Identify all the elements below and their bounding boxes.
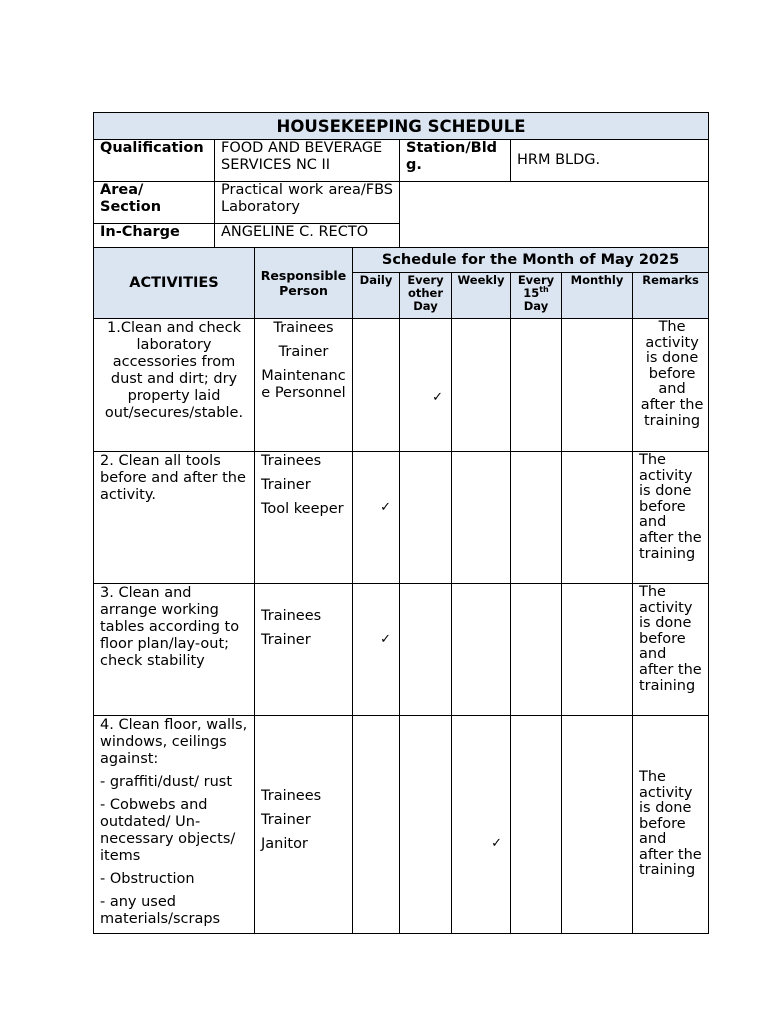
weekly-cell	[452, 716, 511, 934]
activity-text: 2. Clean all tools before and after the activity.	[100, 453, 246, 503]
every-15-text: Every 15	[517, 273, 555, 300]
daily-header: Daily	[353, 273, 400, 319]
responsible-person: Janitor	[261, 836, 308, 852]
responsible-cell	[255, 584, 353, 716]
document-title: HOUSEKEEPING SCHEDULE	[94, 113, 709, 140]
activity-row-3	[94, 584, 709, 716]
activity-row-1	[94, 319, 709, 452]
daily-cell	[353, 319, 400, 452]
check-mark: ✓	[380, 632, 391, 647]
activities-header: ACTIVITIES	[94, 248, 255, 319]
activity-cell	[94, 716, 255, 934]
daily-cell	[353, 452, 400, 584]
responsible-person: Maintenance Personnel	[261, 368, 346, 401]
responsible-person: Trainer	[261, 632, 311, 648]
th-superscript: th	[539, 285, 549, 295]
activity-text: 3. Clean and arrange working tables according to floor plan/lay-out; check stability	[100, 585, 240, 669]
blank-cell	[400, 182, 709, 248]
daily-cell	[353, 584, 400, 716]
every-other-day-cell	[400, 452, 452, 584]
station-label: Station/Bldg.	[400, 140, 511, 182]
activity-text: 1.Clean and check laboratory accessories from dust and dirt; dry property laid out/secures/stable.	[104, 320, 244, 421]
monthly-cell	[562, 452, 633, 584]
responsible-person: Trainer	[261, 477, 311, 493]
every-other-day-header: Every other Day	[400, 273, 452, 319]
every-15th-day-cell	[511, 452, 562, 584]
check-mark: ✓	[380, 500, 391, 515]
activity-cell	[94, 584, 255, 716]
station-value: HRM BLDG.	[511, 140, 709, 182]
activity-cell	[94, 319, 255, 452]
incharge-label: In-Charge	[94, 224, 215, 248]
remarks-header: Remarks	[633, 273, 709, 319]
monthly-cell	[562, 319, 633, 452]
monthly-cell	[562, 716, 633, 934]
weekly-cell	[452, 319, 511, 452]
qualification-label: Qualification	[94, 140, 215, 182]
every-15th-day-cell	[511, 584, 562, 716]
incharge-value: ANGELINE C. RECTO	[215, 224, 400, 248]
responsible-person: Trainer	[278, 344, 329, 360]
monthly-cell	[562, 584, 633, 716]
responsible-person: Trainees	[261, 453, 322, 469]
weekly-header: Weekly	[452, 273, 511, 319]
responsible-cell	[255, 716, 353, 934]
area-label: Area/ Section	[94, 182, 215, 224]
responsible-cell	[255, 319, 353, 452]
daily-cell	[353, 716, 400, 934]
responsible-person: Trainees	[261, 608, 322, 624]
qualification-row	[94, 140, 709, 182]
weekly-cell	[452, 584, 511, 716]
schedule-document	[93, 112, 708, 934]
responsible-person: Trainer	[261, 812, 311, 828]
activity-bullet: - Cobwebs and outdated/ Un-necessary objects/ items	[100, 797, 236, 864]
every-15th-day-cell	[511, 716, 562, 934]
area-value: Practical work area/FBS Laboratory	[215, 182, 400, 224]
check-mark: ✓	[491, 836, 502, 851]
housekeeping-schedule-table	[93, 112, 709, 934]
remarks-cell: The activity is done before and after the training	[633, 319, 709, 452]
every-other-day-cell	[400, 716, 452, 934]
responsible-person: Trainees	[261, 788, 322, 804]
column-header-row-1	[94, 248, 709, 273]
activity-bullet: - any used materials/scraps	[100, 894, 221, 927]
responsible-person: Tool keeper	[261, 501, 344, 517]
activity-row-2	[94, 452, 709, 584]
weekly-cell	[452, 452, 511, 584]
activity-text: 4. Clean floor, walls, windows, ceilings against:	[100, 717, 248, 767]
responsible-cell	[255, 452, 353, 584]
every-other-day-cell	[400, 584, 452, 716]
qualification-value: FOOD AND BEVERAGE SERVICES NC II	[215, 140, 400, 182]
activity-row-4	[94, 716, 709, 934]
check-mark: ✓	[432, 390, 443, 405]
activity-bullet: - Obstruction	[100, 871, 195, 887]
every-other-day-cell	[400, 319, 452, 452]
area-row	[94, 182, 709, 224]
day-text: Day	[523, 299, 549, 313]
activity-bullet: - graffiti/dust/ rust	[100, 774, 233, 790]
remarks-cell: The activity is done before and after the training	[633, 584, 709, 716]
every-15th-day-cell	[511, 319, 562, 452]
remarks-cell: The activity is done before and after the training	[633, 716, 709, 934]
activity-cell	[94, 452, 255, 584]
title-row	[94, 113, 709, 140]
schedule-month-header: Schedule for the Month of May 2025	[353, 248, 709, 273]
responsible-header: Responsible Person	[255, 248, 353, 319]
responsible-person: Trainees	[273, 320, 334, 336]
every-15th-day-header	[511, 273, 562, 319]
monthly-header: Monthly	[562, 273, 633, 319]
remarks-cell: The activity is done before and after the training	[633, 452, 709, 584]
